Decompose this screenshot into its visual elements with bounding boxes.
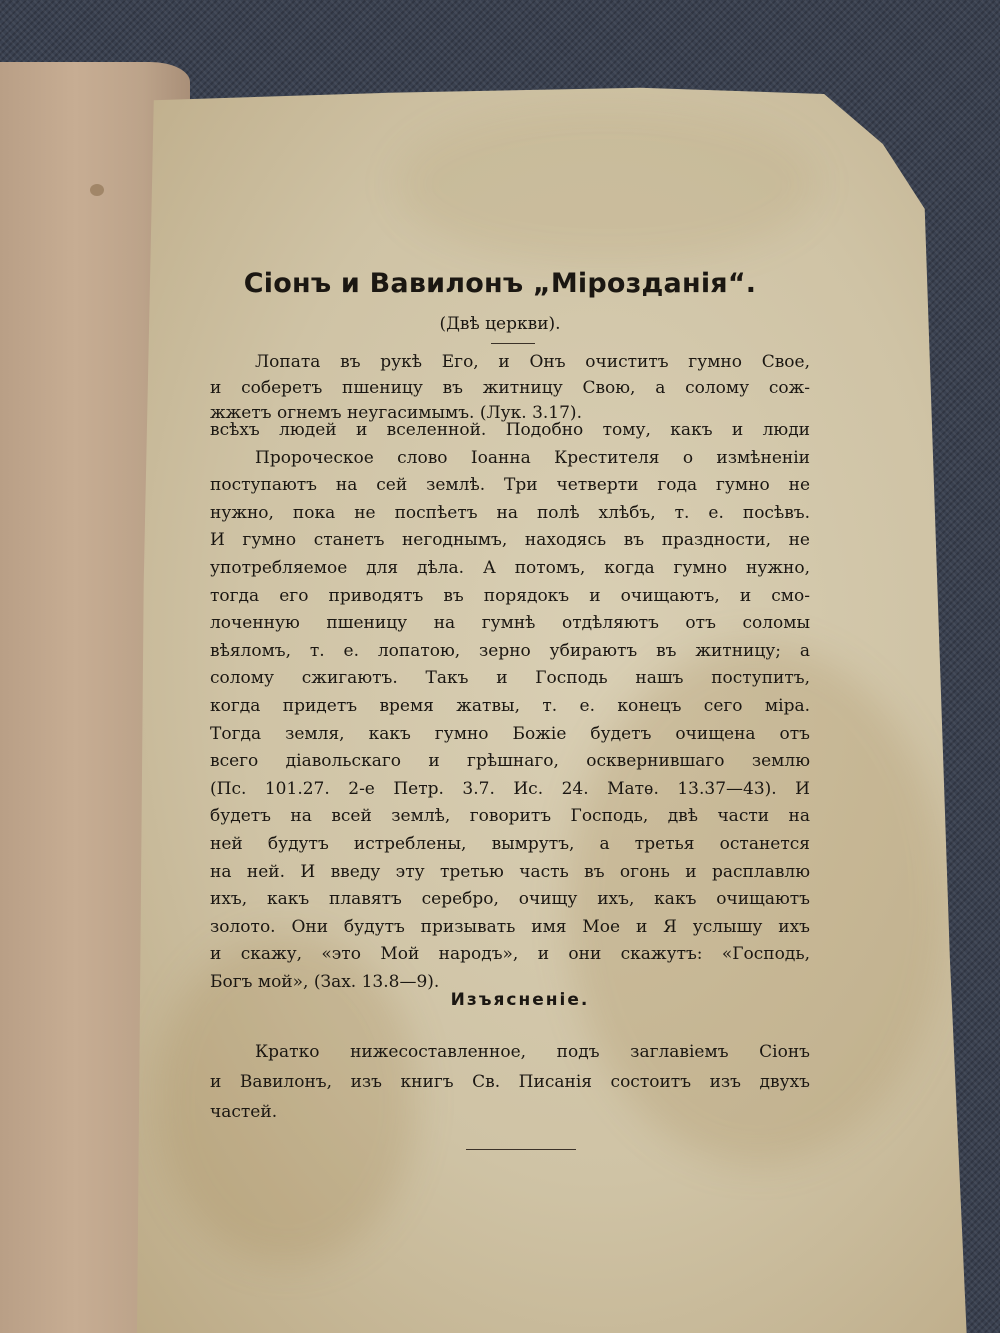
text-line: Пророческое слово Іоанна Крестителя о измѣненіи <box>255 447 810 468</box>
text-line: всего діавольскаго и грѣшнаго, осквернившаго землю <box>210 751 810 772</box>
text-line: нужно, пока не поспѣетъ на полѣ хлѣбъ, т. е. посѣвъ. <box>210 502 810 523</box>
text-line: и Вавилонъ, изъ книгъ Св. Писанія состоитъ изъ двухъ <box>210 1072 810 1092</box>
text-line: и соберетъ пшеницу въ житницу Свою, а солому сож- <box>210 377 810 398</box>
text-line: ихъ, какъ плавятъ серебро, очищу ихъ, какъ очищаютъ <box>210 889 810 910</box>
document-subtitle: (Двѣ церкви). <box>439 314 561 334</box>
text-line: золото. Они будутъ призывать имя Мое и Я услышу ихъ <box>210 916 810 937</box>
text-line: Лопата въ рукѣ Его, и Онъ очиститъ гумно Свое, <box>255 352 810 372</box>
text-line: и скажу, «это Мой народъ», и они скажутъ: «Господь, <box>210 944 810 965</box>
text-line: частей. <box>210 1102 278 1122</box>
text-line: всѣхъ людей и вселенной. Подобно тому, какъ и люди <box>210 420 810 440</box>
text-line: Кратко нижесоставленное, подъ заглавіемъ Сіонъ <box>255 1042 810 1062</box>
text-line: вѣяломъ, т. е. лопатою, зерно убираютъ въ житницу; а <box>210 640 810 661</box>
text-line: употребляемое для дѣла. А потомъ, когда гумно нужно, <box>210 558 810 578</box>
divider-rule <box>466 1149 576 1150</box>
document-title: Сіонъ и Вавилонъ „Мірозданія“. <box>243 268 757 299</box>
divider-rule <box>491 343 535 344</box>
text-line: ней будутъ истреблены, вымрутъ, а третья останется <box>210 834 810 854</box>
text-line: тогда его приводятъ въ порядокъ и очищаютъ, и смо- <box>210 585 810 606</box>
text-line: будетъ на всей землѣ, говоритъ Господь, двѣ части на <box>210 806 810 827</box>
text-line: Тогда земля, какъ гумно Божіе будетъ очищена отъ <box>210 723 810 744</box>
text-line: на ней. И введу эту третью часть въ огонь и расплавлю <box>210 861 810 882</box>
text-line: (Пс. 101.27. 2-е Петр. 3.7. Ис. 24. Матѳ. 13.37—43). И <box>210 778 810 799</box>
section-heading: Изъясненіе. <box>450 990 590 1010</box>
text-line: солому сжигаютъ. Такъ и Господь нашъ поступитъ, <box>210 668 810 689</box>
text-line: жжетъ огнемъ неугасимымъ. (Лук. 3.17). <box>210 403 582 423</box>
text-line: когда придетъ время жатвы, т. е. конецъ сего міра. <box>210 696 810 716</box>
text-line: Богъ мой», (Зах. 13.8—9). <box>210 972 440 992</box>
text-line: И гумно станетъ негоднымъ, находясь въ праздности, не <box>210 530 810 551</box>
text-line: лоченную пшеницу на гумнѣ отдѣляютъ отъ соломы <box>210 613 810 634</box>
text-line: поступаютъ на сей землѣ. Три четверти года гумно не <box>210 475 810 496</box>
